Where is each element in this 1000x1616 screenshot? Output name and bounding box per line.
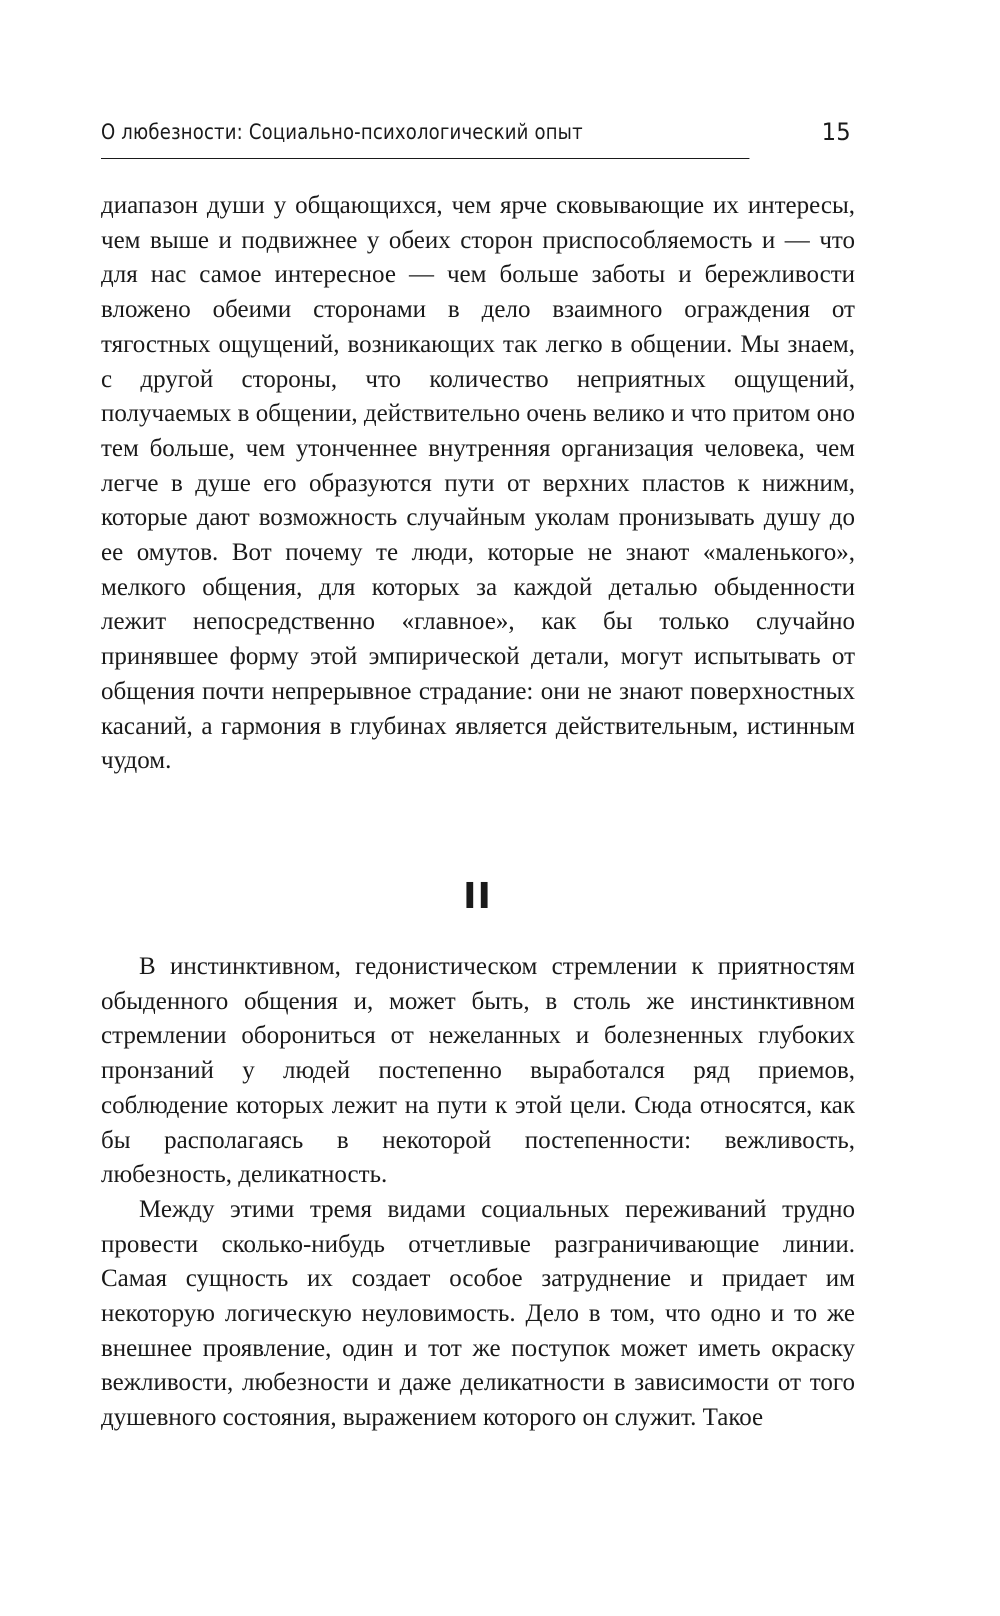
section-text-block xyxy=(101,950,855,1436)
running-title: О любезности: Социально-психологический опыт xyxy=(101,120,583,144)
section-paragraph-2: Между этими тремя видами социальных переживаний трудно провести сколько-нибудь отчетливые разграничивающие линии. Самая сущность их создает особое затруднение и придает им некоторую логическую неуловимость. Дело в том, что одно и то же внешнее проявление, один и тот же поступок может иметь окраску вежливости, любезности и даже деликатности в зависимости от того душевного состояния, выражением которого он служит. Такое xyxy=(101,1195,855,1432)
running-header xyxy=(101,116,851,159)
section-paragraph-1: В инстинктивном, гедонистическом стремлении к приятностям обыденного общения и, может быть, в столь же инстинктивном стремлении оборониться от нежеланных и болезненных глубоких пронзаний у людей постепенно выработался ряд приемов, соблюдение которых лежит на пути к этой цели. Сюда относятся, как бы располагаясь в некоторой постепенности: вежливость, любезность, деликатность. xyxy=(101,953,855,1189)
continuation-paragraph: диапазон души у общающихся, чем ярче сковывающие их интересы, чем выше и подвижнее у обеих сторон приспособляемость и — что для нас самое интересное — чем больше заботы и бережливости вложено обеими сторонами в дело взаимного ограждения от тягостных ощущений, возникающих так легко в общении. Мы знаем, с другой стороны, что количество неприятных ощущений, получаемых в общении, действительно очень велико и что притом оно тем больше, чем утонченнее внутренняя организация человека, чем легче в душе его образуются пути от верхних пластов к нижним, которые дают возможность случайным уколам пронизывать душу до ее омутов. Вот почему те люди, которые не знают «маленького», мелкого общения, для которых за каждой деталью обыденности лежит непосредственно «главное», как бы только случайно принявшее форму этой эмпирической детали, могут испытывать от общения почти непрерывное страдание: они не знают поверхностных касаний, а гармония в глубинах является действительным, истинным чудом. xyxy=(101,192,856,775)
page-number: 15 xyxy=(821,118,851,146)
section-heading: II xyxy=(463,876,492,917)
continuation-text-block xyxy=(101,189,855,779)
